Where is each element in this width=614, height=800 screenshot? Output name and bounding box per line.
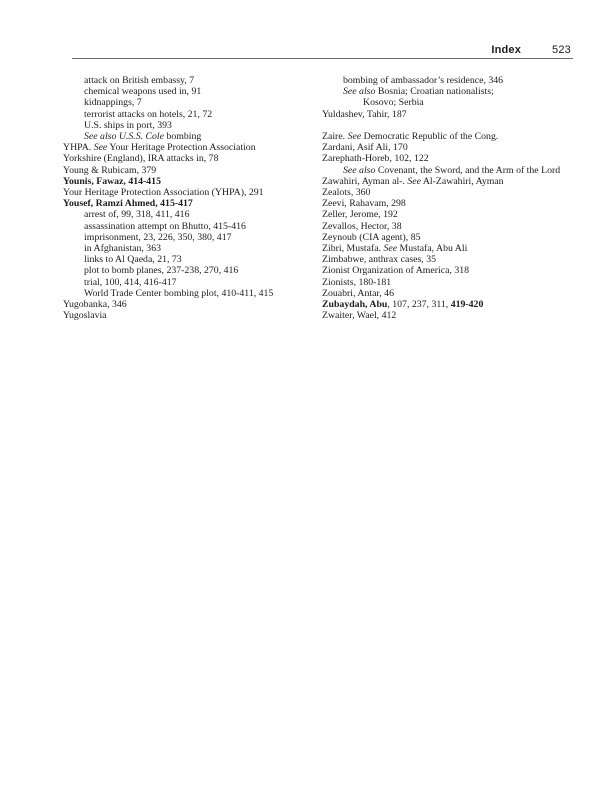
index-entry-text: links to Al Qaeda, 21, 73	[84, 254, 182, 266]
index-entry	[322, 254, 582, 265]
index-entry	[322, 299, 582, 310]
index-entry-text: Zimbabwe, anthrax cases, 35	[322, 254, 436, 266]
index-entry-text: Yuldashev, Tahir, 187	[322, 108, 407, 120]
index-entry	[322, 75, 582, 86]
index-entry-text: Zeynoub (CIA agent), 85	[322, 231, 421, 243]
index-entry-text: Democratic Republic of the Cong.	[361, 131, 499, 142]
index-entry	[322, 310, 582, 321]
index-entry	[63, 243, 313, 254]
index-entry-text: See	[383, 243, 398, 255]
index-entry	[322, 153, 582, 164]
index-entry	[63, 198, 313, 209]
index-entry	[322, 131, 582, 142]
header-rule	[72, 58, 573, 59]
index-entry	[63, 165, 313, 176]
index-entry-text: 419-420	[450, 299, 484, 311]
index-entry	[63, 97, 313, 108]
index-entry-text: See	[407, 175, 421, 187]
index-entry	[322, 288, 582, 299]
index-entry-text: Bosnia; Croatian nationalists;	[375, 86, 494, 98]
index-entry-text: attack on British embassy, 7	[84, 75, 195, 86]
index-entry-text: See	[93, 142, 108, 154]
index-entry-text: Zibri, Mustafa.	[322, 243, 384, 255]
index-entry-text: Mustafa, Abu Ali	[397, 243, 468, 255]
index-entry	[322, 187, 582, 198]
index-entry-text: Young & Rubicam, 379	[63, 164, 157, 176]
index-entry	[63, 142, 313, 153]
index-entry-text: kidnappings, 7	[84, 97, 142, 109]
index-entry-text: Zwaiter, Wael, 412	[322, 310, 397, 322]
index-entry-text: Zionists, 180-181	[322, 276, 392, 288]
index-entry-text: World Trade Center bombing plot, 410-411, 415	[84, 287, 274, 299]
index-entry	[63, 153, 313, 164]
index-entry	[322, 176, 582, 187]
index-entry	[63, 254, 313, 265]
page-number: 523	[552, 44, 571, 56]
index-entry-text: Zawahiri, Ayman al-.	[322, 175, 408, 187]
index-entry	[322, 165, 582, 176]
index-entry-text: Zealots, 360	[322, 187, 371, 199]
index-entry-text: Zarephath-Horeb, 102, 122	[322, 153, 429, 165]
index-entry	[322, 209, 582, 220]
index-column-right	[322, 75, 582, 321]
index-entry-text: Zevallos, Hector, 38	[322, 220, 402, 232]
index-entry	[63, 176, 313, 187]
index-entry	[63, 310, 313, 321]
index-entry-text: Covenant, the Sword, and the Arm of the Lord	[375, 164, 561, 176]
index-entry-text: chemical weapons used in, 91	[84, 86, 202, 98]
index-entry	[63, 131, 313, 142]
index-entry-text: Zeevi, Rahavam, 298	[322, 198, 406, 210]
index-entry-text: Al-Zawahiri, Ayman	[420, 175, 504, 187]
index-entry-text: in Afghanistan, 363	[84, 243, 162, 255]
index-entry	[322, 232, 582, 243]
index-entry	[63, 288, 313, 299]
index-entry-text: Zionist Organization of America, 318	[322, 265, 470, 277]
index-entry-text: See also	[343, 86, 376, 98]
index-entry-text: bombing	[164, 131, 202, 143]
index-entry-text: Kosovo; Serbia	[363, 97, 424, 109]
index-entry-text: Your Heritage Protection Association	[107, 142, 256, 154]
index-entry-text: Zubaydah, Abu	[322, 299, 388, 311]
index-entry-text: arrest of, 99, 318, 411, 416	[84, 209, 190, 221]
index-entry-text: trial, 100, 414, 416-417	[84, 276, 177, 288]
index-entry	[322, 265, 582, 276]
index-entry	[322, 198, 582, 209]
index-entry-text: Yugobanka, 346	[63, 299, 127, 311]
index-entry-text: Younis, Fawaz, 414-415	[63, 175, 161, 187]
index-entry	[322, 243, 582, 254]
index-entry-text: assassination attempt on Bhutto, 415-416	[84, 220, 246, 232]
index-entry-text: bombing of ambassador’s residence, 346	[343, 75, 504, 86]
index-entry	[63, 75, 313, 86]
index-entry-text: Zardani, Asif Ali, 170	[322, 142, 408, 154]
index-entry	[63, 232, 313, 243]
index-entry-text: See also	[343, 164, 376, 176]
index-entry-text: U.S. ships in port, 393	[84, 119, 172, 131]
index-entry-text: Your Heritage Protection Association (YHPA), 291	[63, 187, 264, 199]
index-entry-text: plot to bomb planes, 237-238, 270, 416	[84, 265, 239, 277]
index-entry-text: Yousef, Ramzi Ahmed, 415-417	[63, 198, 193, 210]
index-entry-text: Zaire.	[322, 131, 348, 142]
index-entry	[63, 109, 313, 120]
index-entry-text: Yugoslavia	[63, 310, 107, 322]
index-entry	[322, 97, 582, 108]
index-entry-text: terrorist attacks on hotels, 21, 72	[84, 108, 213, 120]
index-entry-text: imprisonment, 23, 226, 350, 380, 417	[84, 231, 232, 243]
index-entry	[63, 120, 313, 131]
index-entry-text: See also U.S.S. Cole	[84, 131, 164, 143]
index-entry	[63, 86, 313, 97]
index-entry-text: Yorkshire (England), IRA attacks in, 78	[63, 153, 219, 165]
index-entry-text: Zouabri, Antar, 46	[322, 287, 394, 299]
index-entry	[322, 277, 582, 288]
index-entry	[63, 277, 313, 288]
index-entry	[322, 221, 582, 232]
index-entry-text: , 107, 237, 311,	[387, 299, 451, 311]
running-header	[72, 44, 573, 56]
index-entry	[63, 299, 313, 310]
index-entry	[63, 221, 313, 232]
blank-line	[322, 120, 582, 131]
index-entry	[322, 142, 582, 153]
index-entry-text: See	[347, 131, 362, 142]
index-entry	[322, 86, 582, 97]
index-entry	[63, 265, 313, 276]
index-entry	[322, 109, 582, 120]
index-entry-text: Zeller, Jerome, 192	[322, 209, 398, 221]
index-entry	[63, 209, 313, 220]
index-entry	[63, 187, 313, 198]
running-head-title: Index	[491, 44, 522, 56]
index-entry-text: YHPA.	[63, 142, 94, 154]
index-column-left	[63, 75, 313, 321]
